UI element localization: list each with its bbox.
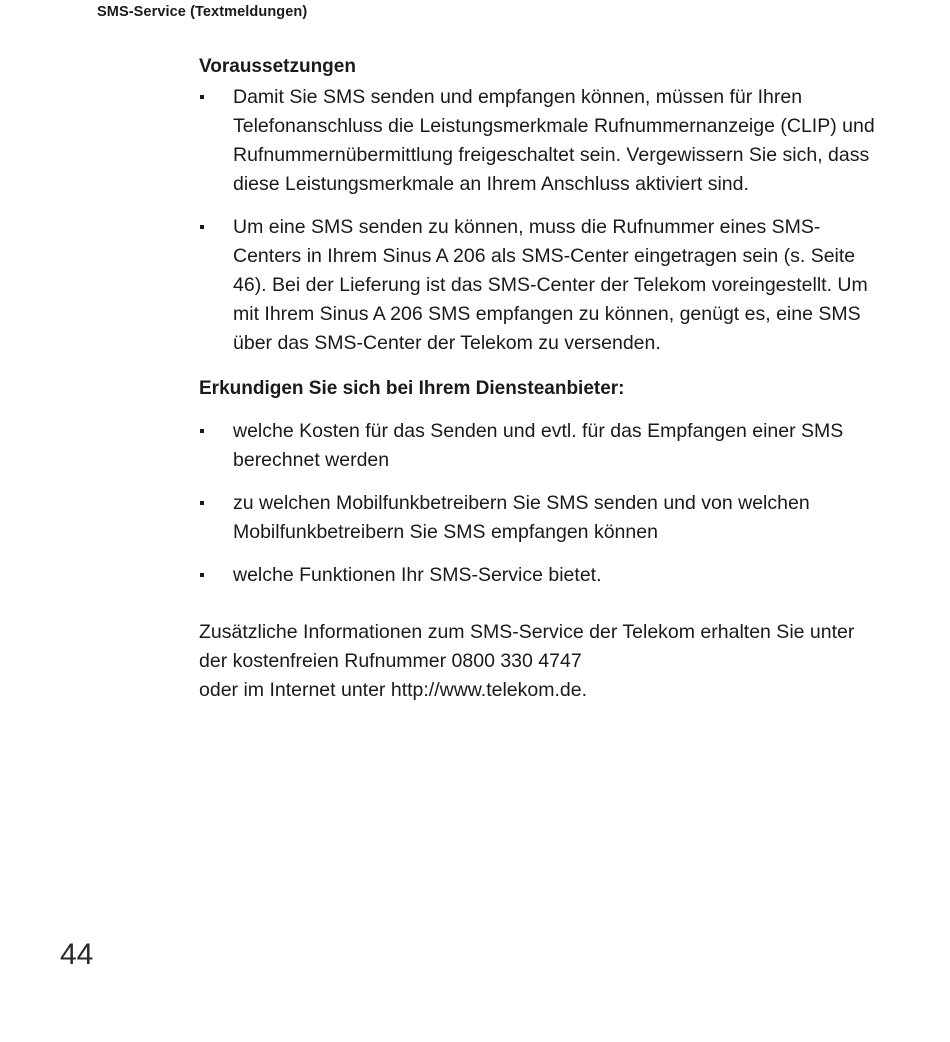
bullet-icon — [200, 95, 204, 99]
bullet-icon — [200, 429, 204, 433]
list-item — [199, 561, 879, 590]
list-item-text: Um eine SMS senden zu können, muss die Rufnummer eines SMS-Centers in Ihrem Sinus A 206 als SMS-Center eingetragen sein (s. Seite 46). Bei der Lieferung ist das SMS-Center der Telekom voreingestellt. Um mit Ihrem Sinus A 206 SMS empfangen zu können, genügt es, eine SMS über das SMS-Center der Telekom zu versenden. — [233, 216, 868, 354]
page-content — [199, 52, 879, 705]
list-item-text: Damit Sie SMS senden und empfangen können, müssen für Ihren Telefonanschluss die Leistungsmerkmale Rufnummernanzeige (CLIP) und Rufnummernübermittlung freigeschaltet sein. Vergewissern Sie sich, dass diese Leistungsmerkmale an Ihrem Anschluss aktiviert sind. — [233, 86, 875, 195]
list-item-text: zu welchen Mobilfunkbetreibern Sie SMS senden und von welchen Mobilfunkbetreibern Sie SMS empfangen können — [233, 492, 810, 543]
section-heading-provider: Erkundigen Sie sich bei Ihrem Diensteanbieter: — [199, 378, 625, 399]
bullet-icon — [200, 573, 204, 577]
list-item — [199, 489, 879, 547]
list-item — [199, 213, 879, 358]
page-number: 44 — [60, 938, 94, 971]
section-heading-requirements: Voraussetzungen — [199, 56, 356, 77]
bullet-icon — [200, 501, 204, 505]
closing-line-2: oder im Internet unter http://www.telekom.de. — [199, 679, 588, 701]
list-item — [199, 417, 879, 475]
list-item-text: welche Funktionen Ihr SMS-Service bietet. — [233, 564, 602, 586]
requirements-list — [199, 83, 879, 358]
list-item — [199, 83, 879, 199]
running-header: SMS-Service (Textmeldungen) — [97, 4, 308, 20]
bullet-icon — [200, 225, 204, 229]
provider-list — [199, 417, 879, 590]
list-item-text: welche Kosten für das Senden und evtl. für das Empfangen einer SMS berechnet werden — [233, 420, 844, 471]
closing-paragraph — [199, 618, 879, 705]
closing-line-1: Zusätzliche Informationen zum SMS-Service der Telekom erhalten Sie unter der kostenfreien Rufnummer 0800 330 4747 — [199, 621, 855, 672]
